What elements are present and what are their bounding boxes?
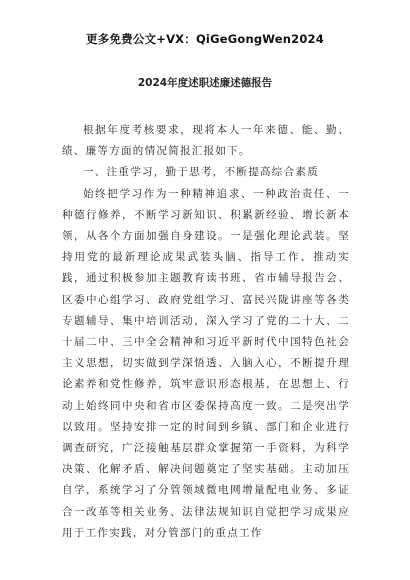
header-watermark: 更多免费公文+VX：QiGeGongWen2024 (86, 32, 324, 46)
intro-paragraph: 根据年度考核要求，现将本人一年来德、能、勤、绩、廉等方面的情况简报汇报如下。 (62, 124, 350, 158)
document-title: 2024年度述职述廉述德报告 (137, 77, 273, 89)
document-body (62, 120, 350, 544)
body-paragraph: 始终把学习作为一种精神追求、一种政治责任、一种德行修养，不断学习新知识、积累新经验、增长新本领，从各个方面加强自身建设。一是强化理论武装。坚持用党的最新理论成果武装头脑、指导工作、推动实践，通过积极参加主题教育读书班、省市辅导报告会、区委中心组学习、政府党组学习、富民兴陇讲座等各类专题辅导、集中培训活动，深入学习了党的二十大、二十届二中、三中全会精神和习近平新时代中国特色社会主义思想，切实做到学深悟透、入脑入心，不断提升理论素养和党性修养，筑牢意识形态根基，在思想上、行动上始终同中央和省市区委保持高度一致。二是突出学以致用。坚持安排一定的时间到乡镇、部门和企业进行调查研究，广泛接触基层群众掌握第一手资料，为科学决策、化解矛盾、解决问题奠定了坚实基础。主动加压自学，系统学习了分管领域微电网增量配电业务、多证合一改革等相关业务、法律法规知识自觉把学习成果应用于工作实践，对分管部门的重点工作 (62, 187, 350, 539)
section-heading: 一、注重学习，勤于思考，不断提高综合素质 (83, 166, 319, 179)
